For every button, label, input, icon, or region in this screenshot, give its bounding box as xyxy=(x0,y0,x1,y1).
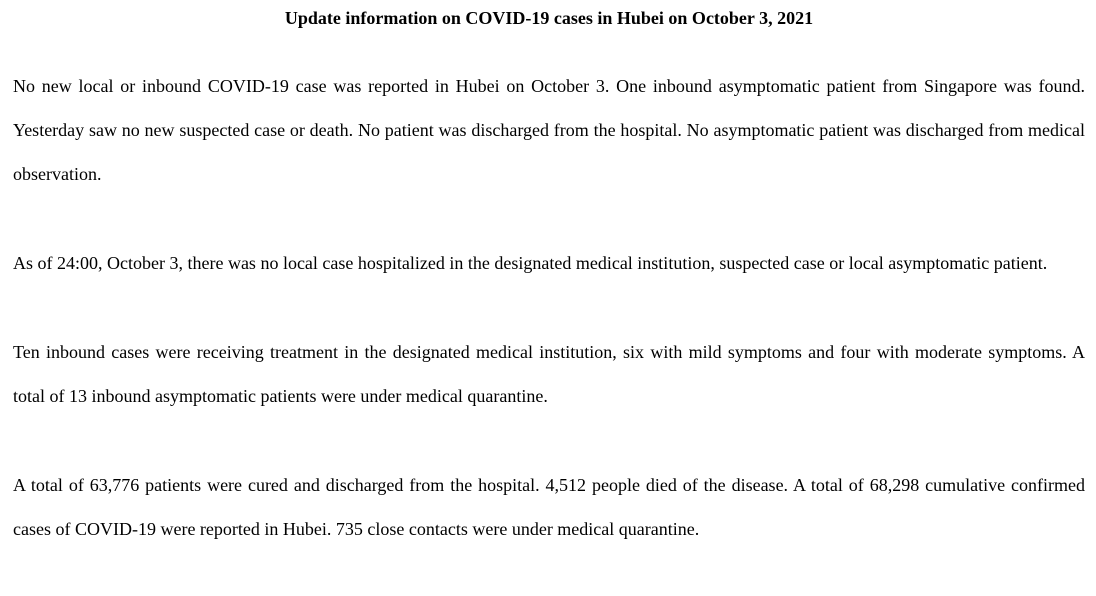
paragraph-hospitalized-status: As of 24:00, October 3, there was no local case hospitalized in the designated medical institution, suspected case or local asymptomatic patient. xyxy=(13,253,1048,273)
paragraph-inbound-treatment: Ten inbound cases were receiving treatment in the designated medical institution, six with mild symptoms and four with moderate symptoms. A total of 13 inbound asymptomatic patients were under medical quarantine. xyxy=(13,342,1085,406)
paragraph-new-cases: No new local or inbound COVID-19 case was reported in Hubei on October 3. One inbound asymptomatic patient from Singapore was found. Yesterday saw no new suspected case or death. No patient was discharged from the hospital. No asymptomatic patient was discharged from medical observation. xyxy=(13,76,1085,184)
paragraph-cumulative-totals: A total of 63,776 patients were cured and discharged from the hospital. 4,512 people died of the disease. A total of 68,298 cumulative confirmed cases of COVID-19 were reported in Hubei. 735 close contacts were under medical quarantine. xyxy=(13,475,1085,539)
document-title: Update information on COVID-19 cases in Hubei on October 3, 2021 xyxy=(284,8,814,28)
